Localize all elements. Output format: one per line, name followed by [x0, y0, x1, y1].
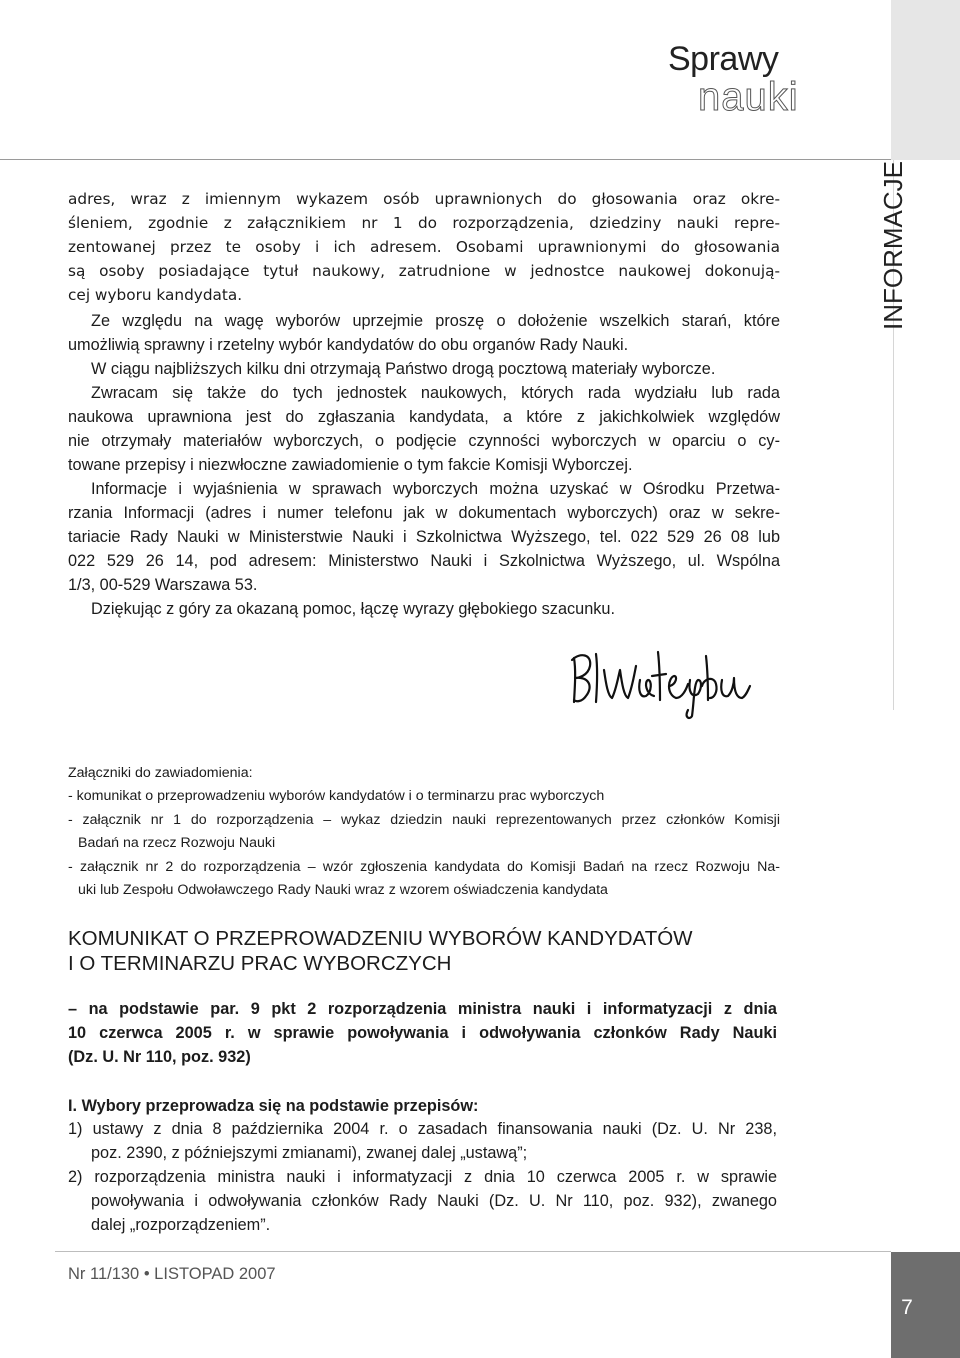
p1-line-5: cej wyboru kandydata. — [68, 286, 243, 304]
section-i-title: I. Wybory przeprowadza się na podstawie przepisów: — [68, 1097, 479, 1115]
sprawy-nauki-logo — [660, 40, 820, 140]
p4-line-1: Zwracam się także do tych jednostek naukowych, których rada wydziału lub rada — [91, 384, 780, 402]
header-rule — [0, 159, 891, 160]
section-label: INFORMACJE — [878, 161, 908, 330]
attachment-item-2-line-2: Badań na rzecz Rozwoju Nauki — [78, 835, 276, 851]
p5-line-2: rzania Informacji (adres i numer telefonu jak w dokumentach wyborczych) oraz w sekre- — [68, 504, 780, 522]
p4-line-3: nie otrzymały materiałów wyborczych, o podjęcie czynności wyborczych w oparciu o cy- — [68, 432, 780, 450]
top-side-band — [891, 0, 960, 160]
p5-line-1: Informacje i wyjaśnienia w sprawach wyborczych można uzyskać w Ośrodku Przetwa- — [91, 480, 780, 498]
attachment-item-2-line-1: - załącznik nr 1 do rozporządzenia – wykaz dziedzin nauki reprezentowanych przez członków Komisji — [68, 812, 780, 828]
p1-line-1: adres, wraz z imiennym wykazem osób uprawnionych do głosowania oraz okre- — [68, 190, 780, 208]
regulation-1-line-1: 1) ustawy z dnia 8 października 2004 r. o zasadach finansowania nauki (Dz. U. Nr 238, — [68, 1120, 777, 1138]
p1-line-4: są osoby posiadające tytuł naukowy, zatrudnione w jednostce naukowej dokonują- — [68, 262, 780, 280]
p5-line-4: 022 529 26 14, pod adresem: Ministerstwo Nauki i Szkolnictwa Wyższego, ul. Wspólna — [68, 552, 780, 570]
regulation-2-line-1: 2) rozporządzenia ministra nauki i informatyzacji z dnia 10 czerwca 2005 r. w sprawie — [68, 1168, 777, 1186]
p2-line-2: umożliwią sprawny i rzetelny wybór kandydatów do obu organów Rady Nauki. — [68, 336, 629, 354]
logo-nauki-text: nauki — [698, 75, 799, 119]
logo-sprawy-text: Sprawy — [668, 40, 779, 78]
attachment-item-3-line-2: uki lub Zespołu Odwoławczego Rady Nauki wraz z wzorem oświadczenia kandydata — [78, 882, 608, 898]
komunikat-heading-line-1: KOMUNIKAT O PRZEPROWADZENIU WYBORÓW KANDYDATÓW — [68, 927, 693, 950]
regulation-2-line-2: powoływania i odwoływania członków Rady Nauki (Dz. U. Nr 110, poz. 932), zwanego — [91, 1192, 777, 1210]
legal-basis-line-3: (Dz. U. Nr 110, poz. 932) — [68, 1048, 251, 1066]
attachment-item-1: - komunikat o przeprowadzeniu wyborów kandydatów i o terminarzu prac wyborczych — [68, 788, 605, 804]
p4-line-2: naukowa uprawniona jest do zgłaszania kandydata, a które z jakichkolwiek względów — [68, 408, 780, 426]
attachments-title: Załączniki do zawiadomienia: — [68, 765, 253, 781]
regulation-1-line-2: poz. 2390, z późniejszymi zmianami), zwanej dalej „ustawą”; — [91, 1144, 528, 1162]
footer-rule — [55, 1251, 891, 1252]
p5-line-5: 1/3, 00-529 Warszawa 53. — [68, 576, 258, 594]
komunikat-heading-line-2: I O TERMINARZU PRAC WYBORCZYCH — [68, 952, 452, 975]
handwritten-signature — [566, 640, 756, 720]
attachment-item-3-line-1: - załącznik nr 2 do rozporządzenia – wzór zgłoszenia kandydata do Komisji Badań na rzecz Rozwoju Na- — [68, 859, 780, 875]
p4-line-4: towane przepisy i niezwłoczne zawiadomienie o tym fakcie Komisji Wyborczej. — [68, 456, 633, 474]
regulation-2-line-3: dalej „rozporządzeniem”. — [91, 1216, 271, 1234]
p1-line-2: śleniem, zgodnie z załącznikiem nr 1 do rozporządzenia, dziedziny nauki repre- — [68, 214, 780, 232]
issue-info: Nr 11/130 • LISTOPAD 2007 — [68, 1265, 276, 1283]
letter-closing: Dziękując z góry za okazaną pomoc, łączę wyrazy głębokiego szacunku. — [91, 600, 615, 618]
p2-line-1: Ze względu na wagę wyborów uprzejmie proszę o dołożenie wszelkich starań, które — [91, 312, 780, 330]
p1-line-3: zentowanej przez te osoby i ich adresem. Osobami uprawnionymi do głosowania — [68, 238, 780, 256]
page-number: 7 — [901, 1296, 913, 1319]
legal-basis-line-1: – na podstawie par. 9 pkt 2 rozporządzenia ministra nauki i informatyzacji z dnia — [68, 1000, 777, 1018]
p5-line-3: tariacie Rady Nauki w Ministerstwie Nauki i Szkolnictwa Wyższego, tel. 022 529 26 08 lub — [68, 528, 780, 546]
letter-paragraph-3: W ciągu najbliższych kilku dni otrzymają Państwo drogą pocztową materiały wyborcze. — [91, 360, 716, 378]
legal-basis-line-2: 10 czerwca 2005 r. w sprawie powoływania i odwoływania członków Rady Nauki — [68, 1024, 777, 1042]
